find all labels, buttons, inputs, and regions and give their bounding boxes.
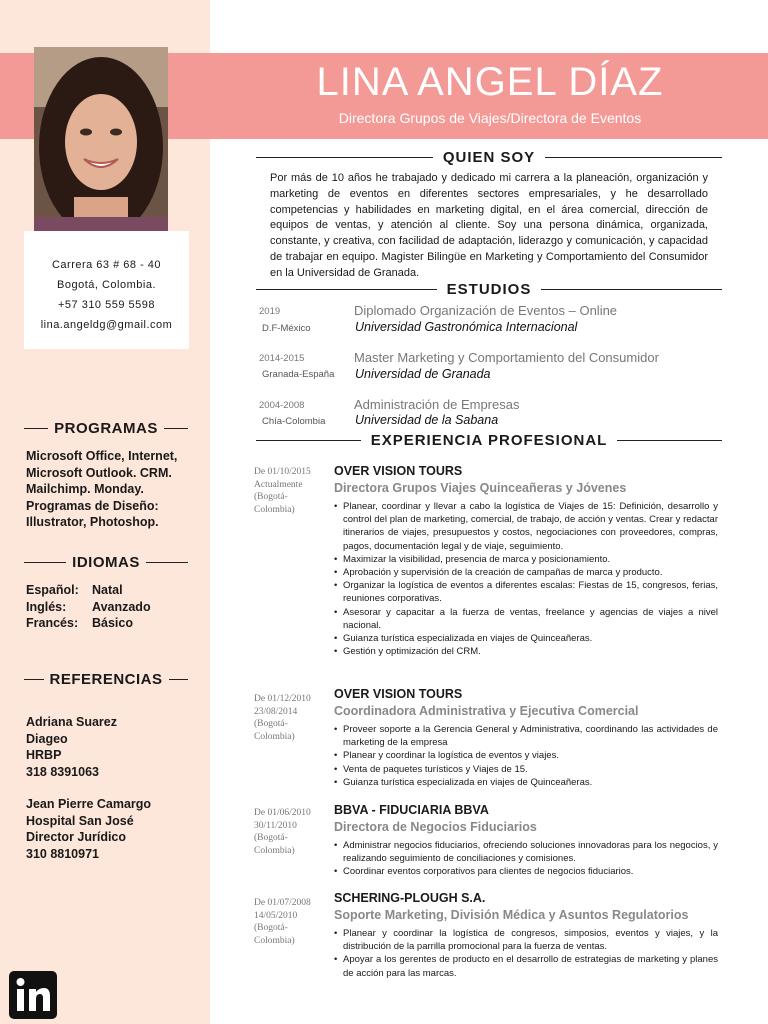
experience-heading — [256, 432, 722, 449]
divider — [24, 428, 48, 429]
job-date-line: Colombia) — [254, 731, 295, 742]
divider — [256, 157, 433, 158]
contact-phone: +57 310 559 5598 — [57, 299, 155, 311]
divider — [164, 428, 188, 429]
job-bullet: • Planear, coordinar y llevar a cabo la logística de Viajes de 15: Definición, desarrollo y control del plan de marketing, comercial, de trabajo, de acción y ventas. Crear y redactar itinerarios de viajes, presupuestos y costos, negociaciones con proveedores, compras, pagos, documentación legal y de viaje, seguimiento. — [334, 500, 718, 553]
program-item: Microsoft Office, Internet, — [26, 449, 178, 463]
about-heading-text: QUIEN SOY — [442, 149, 536, 166]
job-bullet: • Apoyar a los gerentes de producto en el desarrollo de estrategias de marketing y planes de acción para las marcas. — [334, 953, 718, 979]
divider — [256, 440, 361, 441]
divider — [617, 440, 722, 441]
about-text: Por más de 10 años he trabajado y dedicado mi carrera a la planeación, organización y marketing de eventos en diferentes sectores empresariales, y he desarrollado competencias y habilidades en marketing digital, en el área comercial, dirección de equipos de ventas, y atención al cliente. Soy una persona dinámica, organizada, constante, y creativa, con facilidad de adaptación, liderazgo y comunicación, y capacidad de trabajar en equipo. Magister Bilingüe en Marketing y Comportamiento del Consumidor en la Universidad de Granada. — [270, 172, 708, 279]
education-date: 2014-2015 — [259, 353, 305, 364]
job-bullet: • Organizar la logística de eventos a diferentes escalas: Fiestas de 15, congresos, ferias, reuniones corporativas. — [334, 579, 718, 605]
job-bullets — [334, 927, 718, 980]
job-date-line: (Bogotá- — [254, 923, 288, 933]
reference-2 — [26, 796, 206, 862]
job-date-line: Actualmente — [254, 479, 303, 490]
references-heading — [24, 671, 188, 688]
language-name: Español: — [26, 583, 79, 597]
job-bullet: • Proveer soporte a la Gerencia General y Administrativa, coordinando las actividades de marketing de la empresa — [334, 723, 718, 749]
program-item: Programas de Diseño: — [26, 498, 159, 513]
job-date-line: Colombia) — [254, 845, 295, 856]
experience-heading-text: EXPERIENCIA PROFESIONAL — [370, 432, 608, 449]
education-place: D.F-México — [262, 323, 311, 334]
job-bullets — [334, 839, 718, 879]
job-date-line: (Bogotá- — [254, 833, 288, 843]
reference-position: HRBP — [26, 748, 62, 762]
divider — [545, 157, 722, 158]
job-date-line: 14/05/2010 — [254, 910, 298, 921]
languages-heading — [24, 554, 188, 571]
job-bullet: • Planear y coordinar la logística de congresos, simposios, eventos y viajes, y la distribución de la parrilla promocional para la fuerza de ventas. — [334, 927, 718, 953]
language-name: Inglés: — [26, 599, 67, 614]
candidate-name: LINA ANGEL DÍAZ — [316, 60, 664, 104]
job-bullets — [334, 500, 718, 658]
reference-name: Jean Pierre Camargo — [26, 797, 152, 811]
education-place: Chía-Colombia — [262, 416, 326, 427]
job-date — [254, 693, 334, 743]
languages-heading-text: IDIOMAS — [72, 554, 140, 571]
contact-city: Bogotá, Colombia. — [57, 279, 156, 291]
reference-position: Director Jurídico — [26, 830, 127, 844]
job-company: BBVA - FIDUCIARIA BBVA — [334, 803, 489, 817]
job-date-line: (Bogotá- — [254, 719, 288, 729]
education-date: 2019 — [259, 306, 281, 317]
education-institution: Universidad de Granada — [355, 367, 491, 381]
job-role: Directora Grupos Viajes Quinceañeras y Jóvenes — [334, 481, 627, 495]
language-row — [26, 615, 206, 632]
job-role: Directora de Negocios Fiduciarios — [334, 820, 537, 834]
job-date-line: De 01/10/2015 — [254, 467, 311, 477]
contact-address: Carrera 63 # 68 - 40 — [51, 259, 162, 271]
reference-name: Adriana Suarez — [26, 715, 118, 729]
education-heading-text: ESTUDIOS — [446, 281, 532, 298]
program-item: Illustrator, Photoshop. — [26, 515, 159, 529]
contact-email[interactable]: lina.angeldg@gmail.com — [40, 319, 173, 331]
job-date — [254, 897, 334, 947]
reference-phone: 310 8810971 — [26, 846, 99, 861]
job-bullet: • Gestión y optimización del CRM. — [334, 645, 718, 658]
candidate-title: Directora Grupos de Viajes/Directora de Eventos — [338, 110, 642, 126]
education-place: Granada-España — [262, 369, 335, 380]
education-title: Master Marketing y Comportamiento del Consumidor — [354, 350, 659, 365]
education-institution: Universidad Gastronómica Internacional — [355, 320, 578, 334]
education-heading — [256, 281, 722, 298]
contact-card — [24, 231, 189, 349]
programs-heading-text: PROGRAMAS — [54, 420, 158, 437]
job-bullet: • Coordinar eventos corporativos para clientes de negocios fiduciarios. — [334, 865, 718, 878]
job-date-line: De 01/12/2010 — [254, 694, 311, 704]
language-row — [26, 582, 206, 599]
job-bullet: • Guianza turística especializada en viajes de Quinceañeras. — [334, 632, 718, 645]
language-row — [26, 599, 206, 616]
job-role: Coordinadora Administrativa y Ejecutiva Comercial — [334, 704, 639, 718]
job-bullet: • Planear y coordinar la logística de eventos y viajes. — [334, 749, 718, 762]
divider — [24, 562, 66, 563]
job-role: Soporte Marketing, División Médica y Asuntos Regulatorios — [334, 908, 689, 922]
programs-list — [26, 448, 206, 531]
education-title: Diplomado Organización de Eventos – Online — [354, 303, 618, 318]
divider — [169, 679, 189, 680]
divider — [541, 289, 722, 290]
job-date-line: (Bogotá- — [254, 492, 288, 502]
reference-company: Hospital San José — [26, 813, 134, 828]
program-item: Microsoft Outlook. CRM. — [26, 465, 172, 480]
reference-company: Diageo — [26, 731, 68, 746]
job-date-line: De 01/06/2010 — [254, 808, 311, 818]
references-heading-text: REFERENCIAS — [49, 671, 163, 688]
education-date: 2004-2008 — [259, 400, 305, 411]
job-bullet: • Aprobación y supervisión de la creación de campañas de marca y producto. — [334, 566, 718, 579]
reference-1 — [26, 714, 206, 780]
job-date-line: Colombia) — [254, 935, 295, 946]
education-title: Administración de Empresas — [354, 397, 520, 412]
about-heading — [256, 149, 722, 166]
job-company: SCHERING-PLOUGH S.A. — [334, 891, 486, 905]
profile-photo — [34, 47, 168, 231]
job-bullet: • Asesorar y capacitar a la fuerza de ventas, freelance y agencias de viajes a nivel nacional. — [334, 606, 718, 632]
job-date — [254, 807, 334, 857]
job-date-line: 23/08/2014 — [254, 706, 298, 717]
job-bullet: • Guianza turística especializada en viajes de Quinceañeras. — [334, 776, 718, 789]
program-item: Mailchimp. Monday. — [26, 482, 144, 496]
divider — [24, 679, 44, 680]
divider — [256, 289, 437, 290]
language-level: Natal — [92, 583, 123, 597]
linkedin-icon[interactable] — [9, 971, 57, 1019]
language-level: Avanzado — [92, 599, 151, 614]
education-institution: Universidad de la Sabana — [355, 413, 499, 427]
job-date — [254, 466, 334, 516]
job-date-line: Colombia) — [254, 504, 295, 515]
job-bullet: • Administrar negocios fiduciarios, ofreciendo soluciones innovadoras para los negocios, y realizando seguimiento de conciliaciones y comisiones. — [334, 839, 718, 865]
job-bullets — [334, 723, 718, 789]
divider — [146, 562, 188, 563]
reference-phone: 318 8391063 — [26, 764, 99, 779]
programs-heading — [24, 420, 188, 437]
language-level: Básico — [92, 616, 133, 630]
job-company: OVER VISION TOURS — [334, 464, 463, 478]
job-bullet: • Maximizar la visibilidad, presencia de marca y posicionamiento. — [334, 553, 718, 566]
job-date-line: De 01/07/2008 — [254, 898, 311, 908]
languages-list — [26, 582, 206, 632]
job-bullet: • Venta de paquetes turísticos y Viajes de 15. — [334, 763, 718, 776]
job-company: OVER VISION TOURS — [334, 687, 463, 701]
job-date-line: 30/11/2010 — [254, 820, 297, 831]
language-name: Francés: — [26, 616, 79, 630]
